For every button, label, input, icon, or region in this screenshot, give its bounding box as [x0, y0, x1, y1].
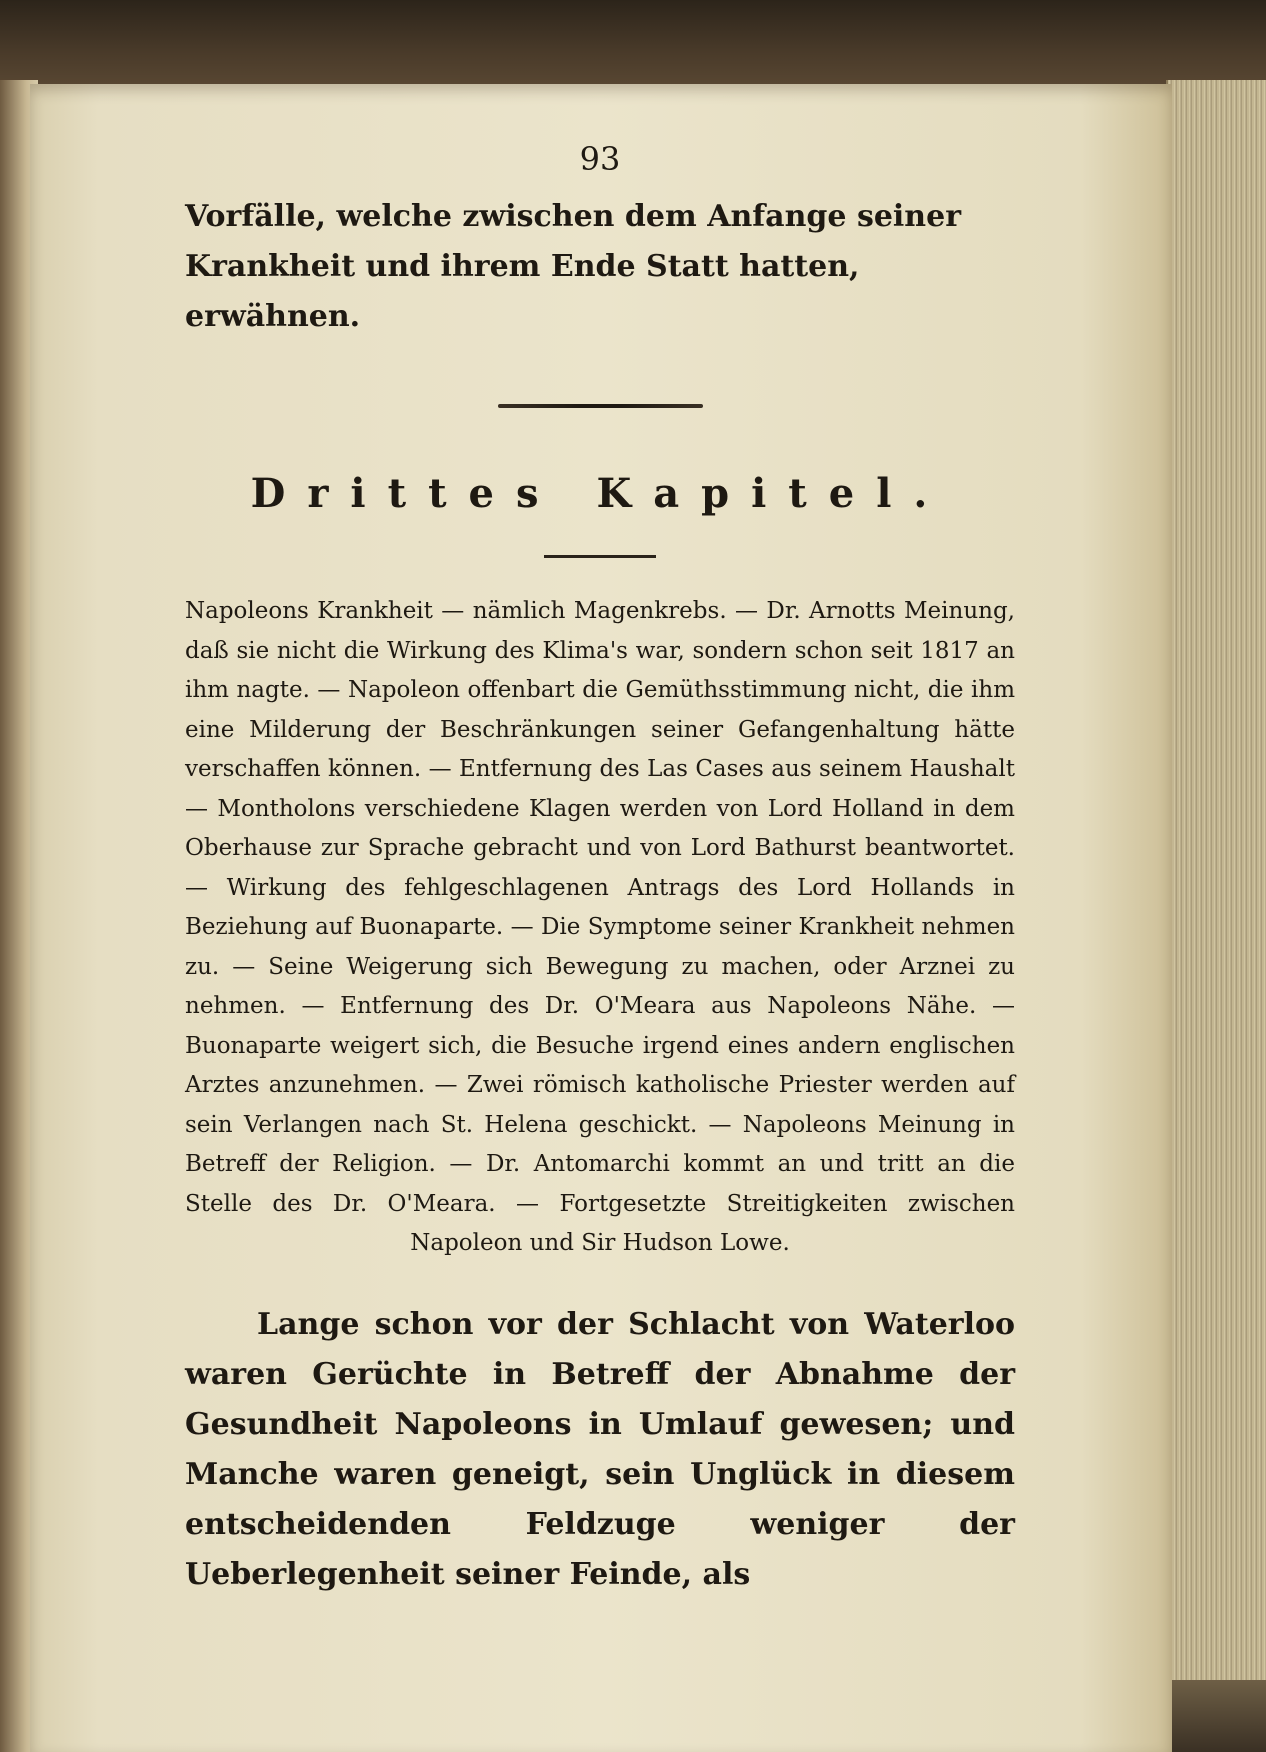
chapter-heading: Drittes Kapitel. [250, 470, 950, 517]
page-content [185, 140, 1015, 1600]
page-stack-edge [1166, 80, 1266, 1680]
chapter-summary: Napoleons Krankheit — nämlich Magenkrebs. — Dr. Arnotts Meinung, daß sie nicht die Wirkung des Klima's war, sondern schon seit 1817 an ihm nagte. — Napoleon offenbart die Gemüthsstimmung nicht, die ihm eine Milderung der Beschränkungen seiner Gefangenhaltung hätte verschaffen können. — Entfernung des Las Cases aus seinem Haushalt — Montholons verschiedene Klagen werden von Lord Holland in dem Oberhause zur Sprache gebracht und von Lord Bathurst beantwortet. — Wirkung des fehlgeschlagenen Antrags des Lord Hollands in Beziehung auf Buonaparte. — Die Symptome seiner Krankheit nehmen zu. — Seine Weigerung sich Bewegung zu machen, oder Arznei zu nehmen. — Entfernung des Dr. O'Meara aus Napoleons Nähe. — Buonaparte weigert sich, die Besuche irgend eines andern englischen Arztes anzunehmen. — Zwei römisch katholische Priester werden auf sein Verlangen nach St. Helena geschickt. — Napoleons Meinung in Betreff der Religion. — Dr. Antomarchi kommt an und tritt an die Stelle des Dr. O'Meara. — Fortgesetzte Streitigkeiten zwischen Napoleon und Sir Hudson Lowe. [185, 598, 1015, 1256]
body-paragraph: Lange schon vor der Schlacht von Waterloo waren Gerüchte in Betreff der Abnahme der Gesundheit Napoleons in Umlauf gewesen; und Manche waren geneigt, sein Unglück in diesem entscheidenden Feldzuge weniger der Ueberlegenheit seiner Feinde, als [185, 1306, 1015, 1592]
intro-paragraph: Vorfälle, welche zwischen dem Anfange seiner Krankheit und ihrem Ende Statt hatten, erwähnen. [185, 199, 962, 334]
book-cover-top [0, 0, 1266, 90]
heading-rule [544, 555, 656, 558]
page-number: 93 [579, 140, 621, 178]
ornamental-rule [498, 404, 703, 408]
page-stack-shadow [1166, 1680, 1266, 1752]
